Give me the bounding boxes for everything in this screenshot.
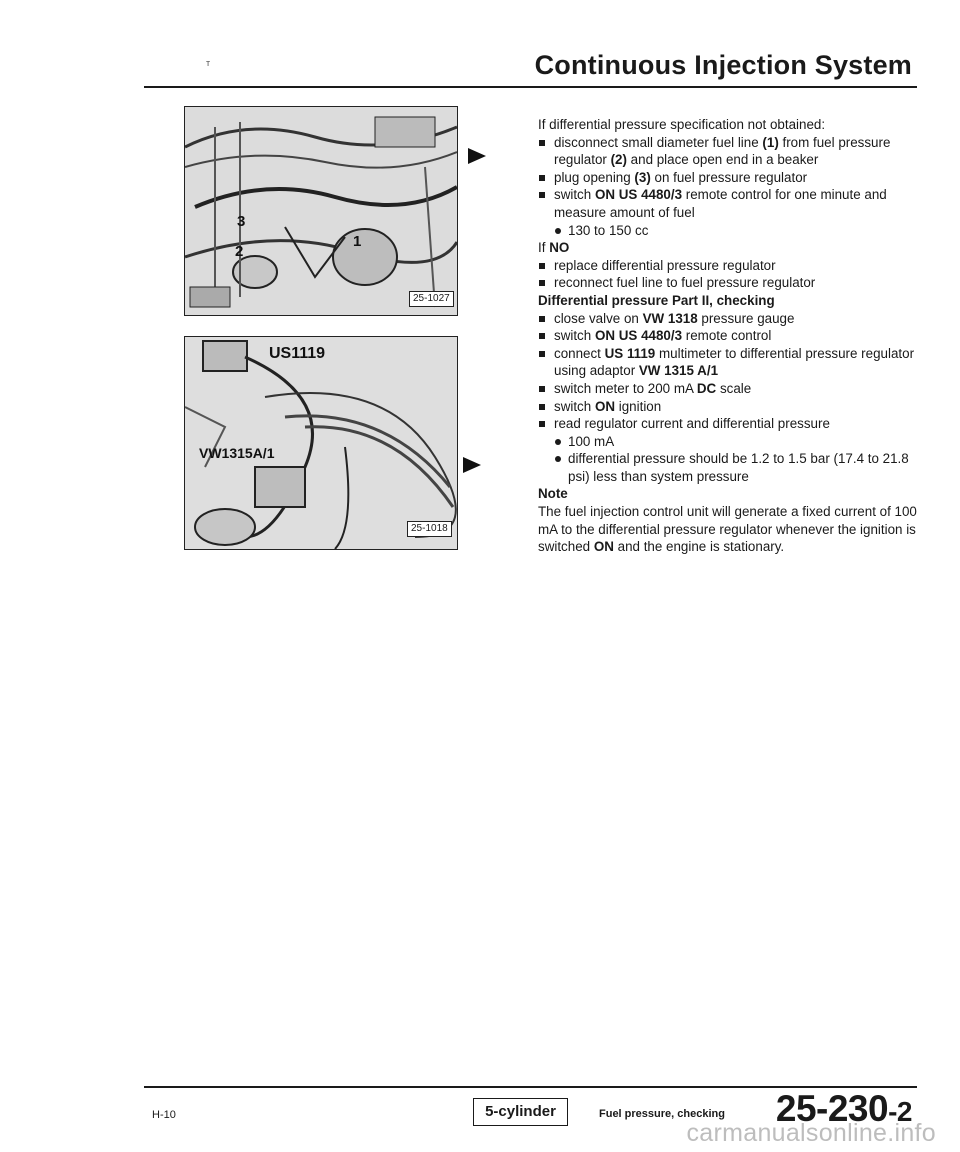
section-heading: Differential pressure Part II, checking	[538, 292, 775, 308]
step-item: switch meter to 200 mA DC scale	[538, 380, 918, 398]
step-item: close valve on VW 1318 pressure gauge	[538, 310, 918, 328]
engine-variant-badge: 5-cylinder	[473, 1098, 568, 1126]
callout-us1119: US1119	[269, 345, 326, 362]
step-item: plug opening (3) on fuel pressure regulator	[538, 169, 918, 187]
step-item: reconnect fuel line to fuel pressure regulator	[538, 274, 918, 292]
figure-code: 25-1018	[407, 521, 452, 537]
figure-code: 25-1027	[409, 291, 454, 307]
page-title: Continuous Injection System	[534, 50, 912, 80]
step-item: replace differential pressure regulator	[538, 257, 918, 275]
step-item: switch ON US 4480/3 remote control	[538, 327, 918, 345]
step-list-2	[538, 257, 918, 292]
procedure-text	[538, 116, 918, 556]
intro-text: If differential pressure specification not obtained:	[538, 117, 826, 132]
scan-speck: т	[206, 58, 211, 68]
step-item: disconnect small diameter fuel line (1) from fuel pressure regulator (2) and place open end in a beaker	[538, 134, 918, 169]
sub-list	[554, 433, 918, 486]
callout-vw1315a1: VW1315A/1	[199, 445, 275, 461]
sub-list	[554, 222, 918, 240]
note-text: The fuel injection control unit will generate a fixed current of 100 mA to the differential pressure regulator whenever the ignition is switched ON and the engine is stationary.	[538, 504, 917, 555]
engine-photo-drawing	[185, 107, 457, 315]
callout-2: 2	[235, 243, 244, 260]
pointer-arrow-icon	[463, 457, 481, 473]
step-list-4	[538, 398, 918, 486]
step-item: read regulator current and differential pressure 100 mA differential pressure should be 1.2 to 1.5 bar (17.4 to 21.8 psi) less than system pressure	[538, 415, 918, 485]
page-ref: H-10	[152, 1109, 176, 1121]
step-item: connect US 1119 multimeter to differential pressure regulator using adaptor VW 1315 A/1	[538, 345, 918, 380]
sub-item: differential pressure should be 1.2 to 1.5 bar (17.4 to 21.8 psi) less than system pressure	[554, 450, 918, 485]
pointer-arrow-icon	[468, 148, 486, 164]
footer-subtitle: Fuel pressure, checking	[599, 1108, 725, 1120]
sub-item: 130 to 150 cc	[554, 222, 918, 240]
watermark: carmanualsonline.info	[686, 1119, 936, 1147]
figure-multimeter-photo	[184, 336, 458, 550]
step-item: switch ON US 4480/3 remote control for one minute and measure amount of fuel 130 to 150 cc	[538, 186, 918, 239]
multimeter-photo-drawing	[185, 337, 457, 549]
header-rule	[144, 86, 917, 88]
step-list-1	[538, 134, 918, 240]
note-heading: Note	[538, 486, 568, 502]
sub-item: 100 mA	[554, 433, 918, 451]
condition-line: If NO	[538, 240, 570, 256]
callout-1: 1	[353, 233, 362, 250]
figure-fuel-regulator-photo	[184, 106, 458, 316]
step-list-3	[538, 310, 918, 398]
callout-3: 3	[237, 213, 246, 230]
step-item: switch ON ignition	[538, 398, 918, 416]
page-number: 25-230-2	[775, 1088, 912, 1129]
